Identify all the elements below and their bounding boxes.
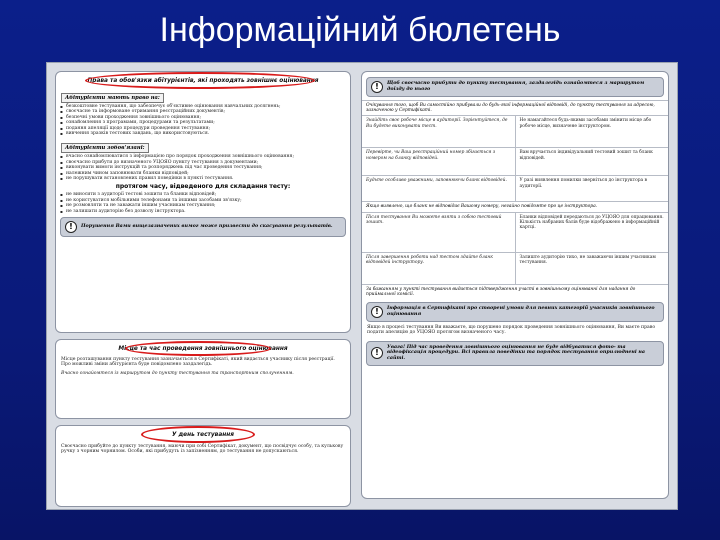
exclamation-icon: ! [371,306,383,318]
certificate-note [366,302,664,322]
attention-note [366,341,664,366]
duties-subheading: Абітурієнти зобов'язані: [61,143,149,153]
duties-list [56,154,350,181]
rights-list [56,104,350,136]
attention-note-text: Увага! Під час проведення зовнішнього оцінювання не буде відбуватися фото- та відеофіксація процедури. Всі правила поведінки та порядок тестування оприлюднені на сайті. [387,343,645,362]
route-note [366,77,664,97]
row-left-cell: Будьте особливо уважними, заповнюючи бланк відповідей. [362,176,516,201]
list-item: ▪ подання апеляції щодо процедури проведення тестування; [56,126,350,131]
warning-note [60,217,346,237]
table-row [362,252,668,284]
row-right-cell: Залиште аудиторію тихо, не заважаючи іншим учасникам тестування. [519,254,656,265]
during-test-heading: протягом часу, відведеного для складання тесту: [115,183,291,191]
highlight-oval [141,426,255,443]
list-item: ▪ своєчасне та інформоване отримання реєстраційних документів; [56,109,350,114]
appeal-text: Якщо в процесі тестування Ви вважаєте, що порушено порядок проведення зовнішнього оцінювання, Ви маєте право подати апеляцію до УЦОЯО протягом визначеного часу. [367,325,656,336]
list-item: ▪ виконувати вимоги інструкцій та розпоряджень під час проведення тестування; [56,165,350,170]
highlight-oval [85,72,315,89]
row-left-cell: Після тестування Ви можете взяти з собою тестовий зошит. [362,213,516,252]
place-time-text: Місце розташування пункту тестування зазначається в Сертифікаті, який видається учаснику після реєстрації. Про можливі зміни абітурієнта буде повідомлено заздалегідь. [61,357,335,368]
list-item: ▪ безпечні умови проходження зовнішнього оцінювання; [56,115,350,120]
list-item: ▪ належним чином заповнювати бланки відповідей; [56,171,350,176]
bulletin-page [46,62,678,510]
procedure-box [361,71,669,499]
rights-duties-header: Права та обов'язки абітурієнтів, які проходять зовнішнє оцінювання [87,78,319,84]
row-right-cell: У разі виявлення помилки зверніться до інструктора в аудиторії. [519,178,648,189]
exclamation-icon: ! [371,81,383,93]
list-item: ▪ не виносити з аудиторії тестові зошити та бланки відповідей; [56,192,350,197]
place-time-header: Місце та час проведення зовнішнього оцінювання [118,346,288,352]
list-item: ▪ не користуватися мобільними телефонами та іншими засобами зв'язку; [56,198,350,203]
highlight-oval [125,341,271,356]
slide-title: Інформаційний бюлетень [159,11,561,49]
row-left-cell: Перевірте, чи Ваш реєстраційний номер збігається з номером на бланку відповідей. [362,148,516,175]
row-right-cell: Не намагайтеся будь-якими засобами змінити місце або робоче місце, визначене інструктором. [519,118,652,129]
row-right-cell: Бланки відповідей передаються до УЦОЯО для опрацювання. Кількість набраних балів буде відображено в інформаційній картці. [519,214,664,231]
route-note-text: Щоб своєчасно прибути до пункту тестування, заздалегідь ознайомтеся з маршрутом доїзду до нього [387,80,645,92]
test-day-text: Своєчасно прибуйте до пункту тестування, маючи при собі Сертифікат, документ, що посвідчує особу, та кулькову ручку з чорним чорнилом. Особи, які прибудуть із запізненням, до тестування не допускаються. [61,444,344,455]
table-row [362,115,668,147]
row-left-cell: Знайдіть своє робоче місце в аудиторії. Зорієнтуйтеся, де Ви будете виконувати тест. [362,116,516,147]
table-row [362,175,668,201]
place-time-note: Вчасно ознайомтеся із маршрутом до пункту тестування та транспортним сполученням. [61,370,294,376]
exclamation-icon: ! [65,221,77,233]
list-item: ▪ своєчасно прибути до визначеного УЦОЯО пункту тестування з документами; [56,160,350,165]
table-row [362,212,668,252]
full-row-text: Якщо виявлено, що бланк не відповідає Вашому номеру, негайно повідомте про це інструктора. [362,201,668,211]
list-item: ▪ не залишати аудиторію без дозволу інструктора. [56,209,350,214]
rights-subheading: Абітурієнти мають право на: [61,93,164,103]
intro-text: Очікування того, щоб Ви самостійно прибували до будь-якої інформаційної відповіді, до пункту тестування за адресою, зазначеною у Сертифікаті. [362,100,668,115]
certificate-note-text: Інформація в Сертифікаті про створені умови для певних категорій учасників зовнішнього оцінювання [387,305,655,318]
row-right-cell: Вам вручається індивідуальний тестовий зошит та бланк відповідей. [519,150,653,161]
exclamation-icon: ! [371,347,383,359]
full-row-text: За бажанням у пункті тестування видається підтвердження участі в зовнішньому оцінюванні для надання до приймальної комісії. [362,284,668,299]
table-row [362,147,668,175]
list-item: ▪ безкоштовне тестування, що забезпечує об'єктивне оцінювання навчальних досягнень; [56,104,350,109]
list-item: ▪ не порушувати встановлених правил поведінки в пункті тестування. [56,176,350,181]
list-item: ▪ вивчення зразків тестових завдань, що використовуються. [56,131,350,136]
test-day-header: У день тестування [172,432,234,438]
list-item: ▪ вчасно ознайомлюватися з інформацією про порядок проходження зовнішнього оцінювання; [56,154,350,159]
forbidden-list [56,192,350,214]
list-item: ▪ не розмовляти та не заважати іншим учасникам тестування; [56,203,350,208]
row-left-cell: Після завершення роботи над тестом здайте бланк відповідей інструктору. [362,253,516,284]
warning-note-text: Порушення Вами вищезазначених вимог може призвести до скасування результатів. [81,223,333,230]
list-item: ▪ ознайомлення з програмами, процедурами та результатами; [56,120,350,125]
rights-duties-box [55,71,351,333]
